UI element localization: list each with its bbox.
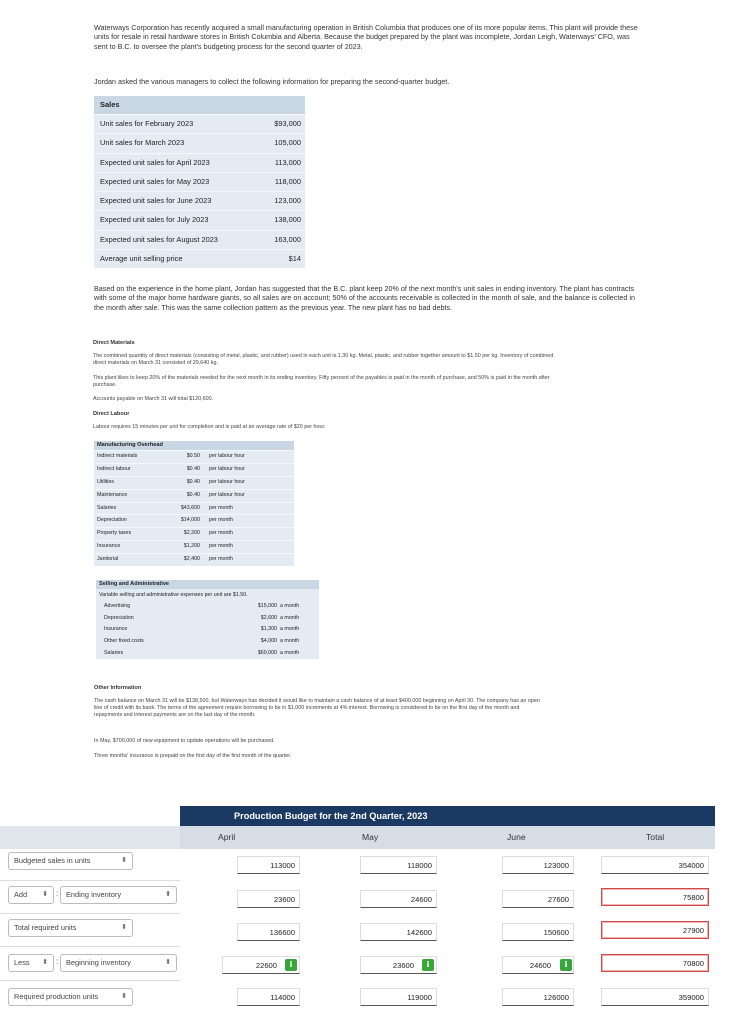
selling-admin-subtitle: Variable selling and administrative expenses per unit are $1.50. bbox=[96, 589, 319, 601]
row-label-select[interactable]: Ending inventory ⬍ bbox=[60, 886, 177, 904]
select-arrow-icon: ⬍ bbox=[165, 891, 171, 898]
table-row: Unit sales for February 2023 $93,000 bbox=[94, 114, 305, 133]
sales-table-title: Sales bbox=[94, 96, 305, 114]
column-header-april: April bbox=[218, 832, 236, 842]
sales-table bbox=[94, 96, 305, 268]
inventory-paragraph: Based on the experience in the home plant, Jordan has suggested that the B.C. plant keep 20% of the next month's unit sales in ending inventory. The plant has contracts with some of the major home hardware giants, so all sales are on account; 50% of the accounts receivable is collected in the month of sale, and the balance is collected in the month after sale. This was the same collection pattern as the previous year. The new plant has no bad debts. bbox=[94, 284, 635, 312]
column-header-row bbox=[180, 826, 715, 849]
table-row: Advertising $15,000 a month bbox=[96, 601, 319, 613]
june-total-required[interactable]: 150600 bbox=[502, 923, 574, 941]
info-icon[interactable]: i bbox=[560, 959, 572, 971]
less-operator-select[interactable]: Less ⬍ bbox=[8, 954, 54, 972]
table-row: Unit sales for March 2023 105,000 bbox=[94, 133, 305, 152]
table-row: Indirect materials $0.50 per labour hour bbox=[94, 450, 294, 463]
selling-admin-title: Selling and Administrative bbox=[96, 580, 319, 589]
april-total-required[interactable]: 136600 bbox=[237, 923, 300, 941]
table-row: Expected unit sales for August 2023 163,000 bbox=[94, 230, 305, 249]
row-label-select[interactable]: Required production units ⬍ bbox=[8, 988, 133, 1006]
april-ending-inventory[interactable]: 23600 bbox=[237, 890, 300, 908]
budget-title-bar bbox=[180, 806, 715, 826]
accounts-payable-text: Accounts payable on March 31 will total $120,600. bbox=[93, 396, 214, 402]
table-row: Expected unit sales for April 2023 113,000 bbox=[94, 153, 305, 172]
may-ending-inventory[interactable]: 24600 bbox=[360, 890, 437, 908]
may-required-production[interactable]: 119000 bbox=[360, 988, 437, 1006]
total-ending-inventory[interactable]: 75800 bbox=[601, 888, 709, 906]
intro-paragraph: Waterways Corporation has recently acquired a small manufacturing operation in British Columbia that produces one of its more popular items. This plant will provide these units for resale in retail hardware stores in British Columbia and Alberta. Because the budget prepared by the plant was incomplete, Jordan Leigh, Waterways' CFO, was sent to B.C. to oversee the plant's budgeting process for the second quarter of 2023. bbox=[94, 23, 638, 51]
insurance-text: Three months' insurance is prepaid on the first day of the first month of the quarter. bbox=[94, 753, 292, 759]
separator-colon: : bbox=[56, 957, 59, 966]
row-label-select[interactable]: Total required units ⬍ bbox=[8, 919, 133, 937]
info-icon[interactable]: i bbox=[422, 959, 434, 971]
add-operator-select[interactable]: Add ⬍ bbox=[8, 886, 54, 904]
may-budgeted-sales[interactable]: 118000 bbox=[360, 856, 437, 874]
table-row: Insurance $1,300 a month bbox=[96, 624, 319, 636]
table-row: Property taxes $2,200 per month bbox=[94, 527, 294, 540]
table-row: Janitorial $2,400 per month bbox=[94, 553, 294, 566]
budget-title: Production Budget for the 2nd Quarter, 2023 bbox=[234, 811, 428, 821]
june-beginning-inventory[interactable]: 24600 bbox=[502, 956, 574, 974]
total-required-production[interactable]: 359000 bbox=[601, 988, 709, 1006]
may-beginning-inventory[interactable]: 23600 bbox=[360, 956, 437, 974]
column-header-june: June bbox=[507, 832, 526, 842]
direct-labour-heading: Direct Labour bbox=[93, 411, 130, 417]
other-info-heading: Other Information bbox=[94, 685, 142, 691]
table-row: Depreciation $2,600 a month bbox=[96, 613, 319, 625]
total-beginning-inventory[interactable]: 70800 bbox=[601, 954, 709, 972]
info-icon[interactable]: i bbox=[285, 959, 297, 971]
table-row: Expected unit sales for May 2023 118,000 bbox=[94, 172, 305, 191]
overhead-table bbox=[94, 441, 294, 566]
select-arrow-icon: ⬍ bbox=[42, 959, 48, 966]
direct-labour-text: Labour requires 15 minutes per unit for completion and is paid at an average rate of $20 per hour. bbox=[93, 424, 326, 430]
table-row: Other fixed costs $4,000 a month bbox=[96, 636, 319, 648]
selling-admin-table bbox=[96, 580, 319, 659]
select-arrow-icon: ⬍ bbox=[42, 891, 48, 898]
table-row: Salaries $60,000 a month bbox=[96, 648, 319, 660]
june-budgeted-sales[interactable]: 123000 bbox=[502, 856, 574, 874]
table-row: Maintenance $0.40 per labour hour bbox=[94, 489, 294, 502]
direct-materials-heading: Direct Materials bbox=[93, 340, 135, 346]
label-column-header bbox=[0, 826, 180, 849]
table-row: Indirect labour $0.40 per labour hour bbox=[94, 463, 294, 476]
table-row: Utilities $0.40 per labour hour bbox=[94, 476, 294, 489]
april-budgeted-sales[interactable]: 113000 bbox=[237, 856, 300, 874]
june-ending-inventory[interactable]: 27600 bbox=[502, 890, 574, 908]
intro-paragraph-2: Jordan asked the various managers to collect the following information for preparing the second-quarter budget. bbox=[94, 77, 450, 86]
column-header-total: Total bbox=[646, 832, 665, 842]
separator-colon: : bbox=[56, 889, 59, 898]
table-row: Salaries $43,600 per month bbox=[94, 502, 294, 515]
may-total-required[interactable]: 142600 bbox=[360, 923, 437, 941]
direct-materials-text-2: This plant likes to keep 20% of the materials needed for the next month in its ending inventory. Fifty percent of the payables is paid in the month of purchase, and 50% is paid in the month after purchase. bbox=[93, 375, 550, 388]
select-arrow-icon: ⬍ bbox=[165, 959, 171, 966]
april-beginning-inventory[interactable]: 22600 bbox=[222, 956, 300, 974]
equipment-text: In May, $700,000 of new equipment to update operations will be purchased. bbox=[94, 738, 275, 744]
select-arrow-icon: ⬍ bbox=[121, 993, 127, 1000]
select-arrow-icon: ⬍ bbox=[121, 924, 127, 931]
table-row: Insurance $1,200 per month bbox=[94, 540, 294, 553]
april-required-production[interactable]: 114000 bbox=[237, 988, 300, 1006]
table-row: Depreciation $14,000 per month bbox=[94, 514, 294, 527]
column-header-may: May bbox=[362, 832, 379, 842]
row-label-select[interactable]: Beginning inventory ⬍ bbox=[60, 954, 177, 972]
row-label-select[interactable]: Budgeted sales in units ⬍ bbox=[8, 852, 133, 870]
table-row: Expected unit sales for July 2023 138,000 bbox=[94, 210, 305, 229]
june-required-production[interactable]: 126000 bbox=[502, 988, 574, 1006]
other-info-text: The cash balance on March 31 will be $138,500, but Waterways has decided it would like to maintain a cash balance of at least $400,000 beginning on April 30. The company has an open line of credit with its bank. The terms of the agreement require borrowing to be in $1,000 increments at 4% interest. Borrowing is considered to be on the first day of the month and repayments and interest payments are on the last day of the month. bbox=[94, 698, 540, 718]
direct-materials-text: The combined quantity of direct materials (consisting of metal, plastic, and rubber) used in each unit is 1.30 kg. Metal, plastic, and rubber together amount to $1.50 per kg. Inventory of combined direct materials on March 31 consisted of 29,640 kg. bbox=[93, 353, 554, 366]
table-row: Expected unit sales for June 2023 123,000 bbox=[94, 191, 305, 210]
total-total-required[interactable]: 27900 bbox=[601, 921, 709, 939]
total-budgeted-sales[interactable]: 354000 bbox=[601, 856, 709, 874]
overhead-table-title: Manufacturing Overhead bbox=[94, 441, 294, 450]
select-arrow-icon: ⬍ bbox=[121, 857, 127, 864]
table-row: Average unit selling price $14 bbox=[94, 249, 305, 268]
